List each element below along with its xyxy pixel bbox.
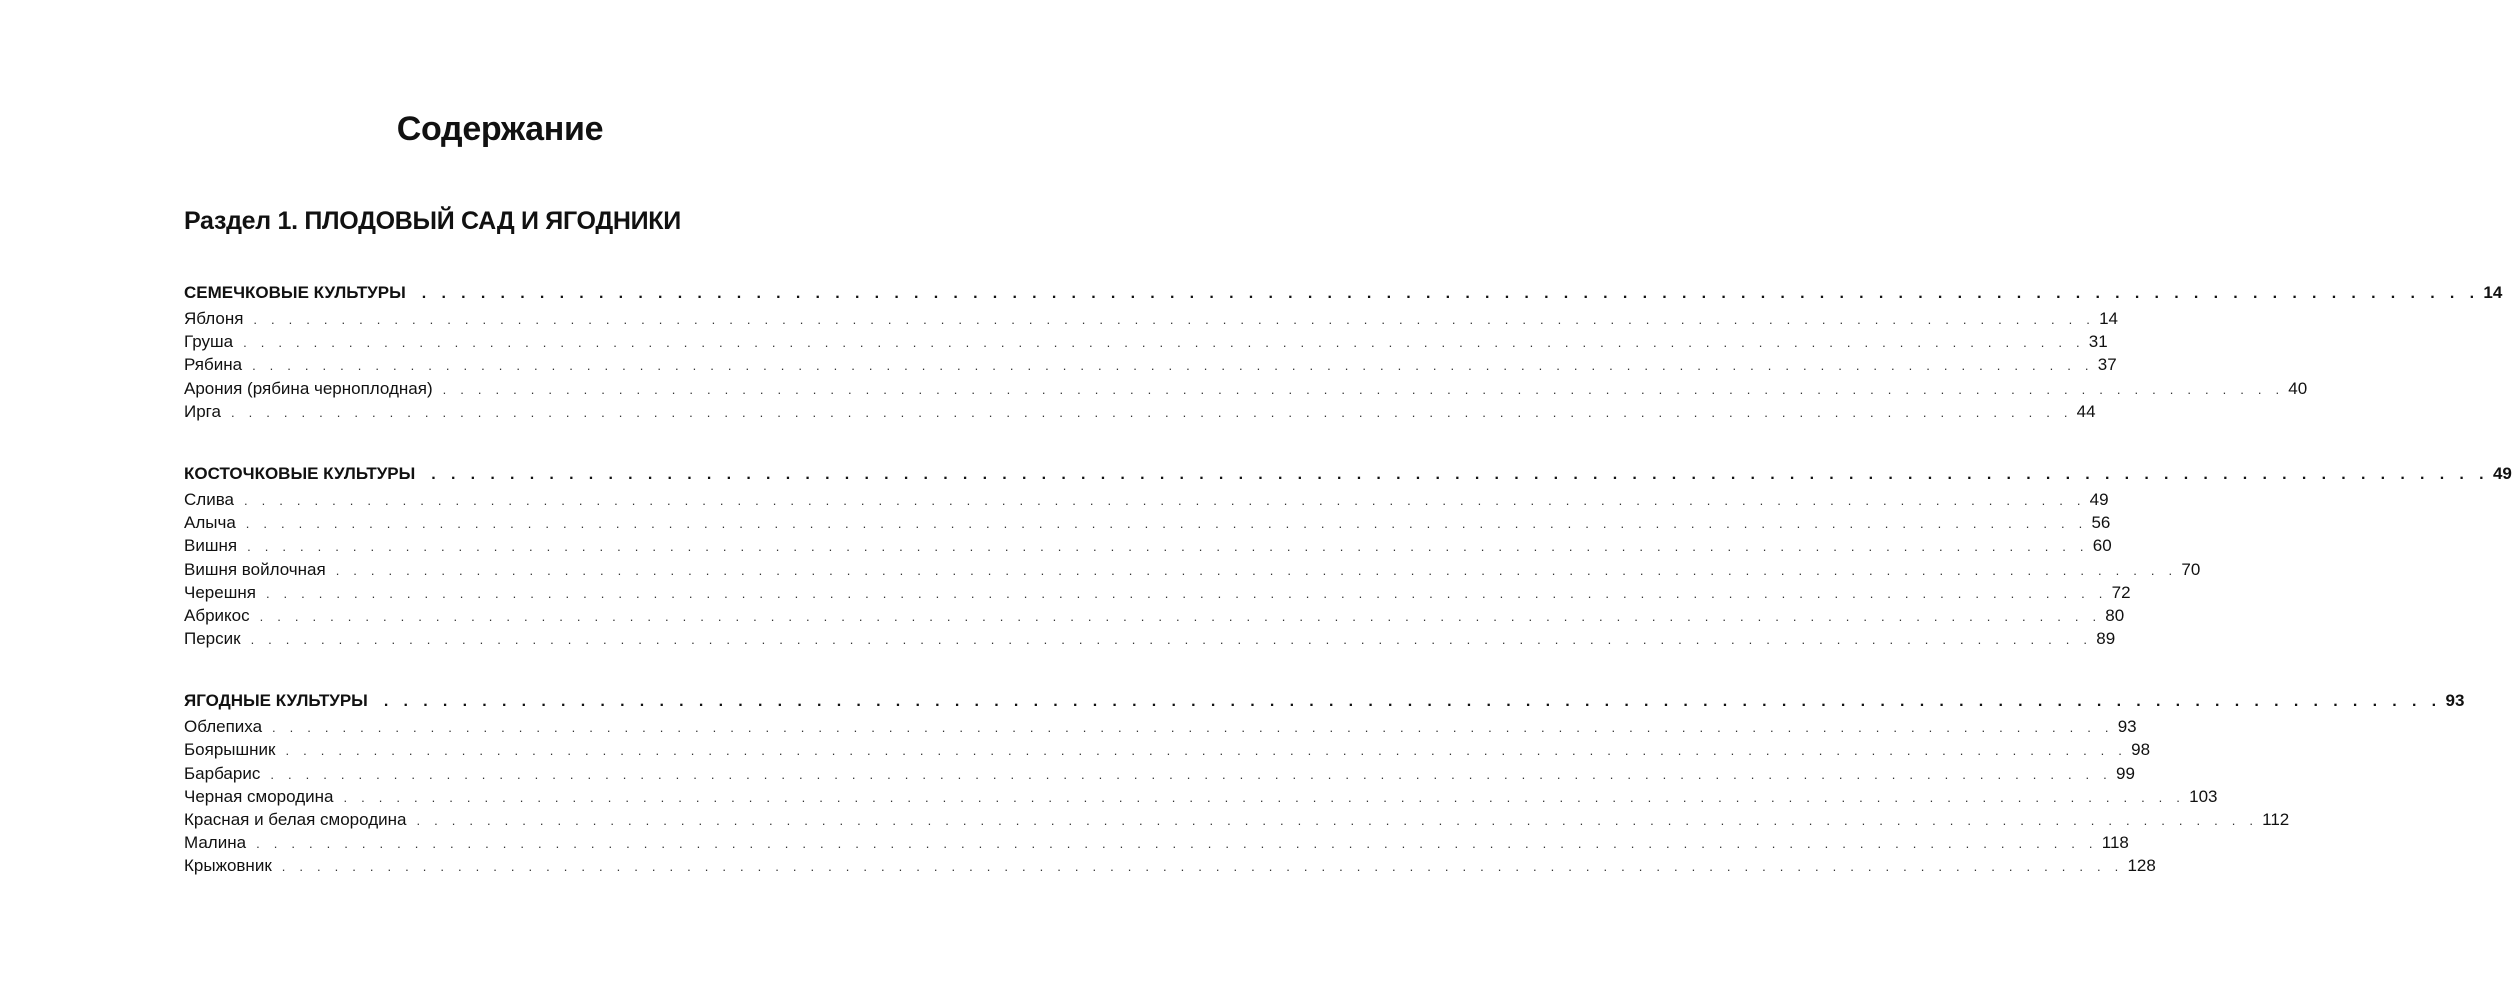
toc-entry-label: Облепиха <box>184 717 263 737</box>
toc-entry <box>184 353 2117 376</box>
dot-leader: . . . . . . . . . . . . . . . . . . . . . . . . . . . . . . . . . . . . . . . . . . . . . . . . . . . . . . . . . . . . . . . . . . . . . . . . . . . . . . . . . . . . . . . . . . . . . . . . . . . . . . . . . <box>247 539 2089 555</box>
toc-entry-page: 40 <box>2288 378 2308 398</box>
toc-entry <box>184 511 2111 534</box>
toc-entry-label: Боярышник <box>184 740 276 760</box>
dot-leader: . . . . . . . . . . . . . . . . . . . . . . . . . . . . . . . . . . . . . . . . . . . . . . . . . . . . . . . . . . . . . . . . . . . . . . . . . . . . . . . . . . . . . . . . . . . . . . . . . . . . . . . . . <box>442 381 2285 397</box>
toc-entry <box>184 738 2151 761</box>
dot-leader: . . . . . . . . . . . . . . . . . . . . . . . . . . . . . . . . . . . . . . . . . . . . . . . . . . . . . . . . . . . . . . . . . . . . . . . . . . . . . . . . . . . . . . . . . . . . . . . . . . . . . . . . . <box>421 285 2480 302</box>
toc-entry-page: 70 <box>2181 559 2201 579</box>
toc-list <box>184 279 2512 915</box>
toc-entry <box>184 400 2096 423</box>
toc-group-page: 93 <box>2445 691 2465 711</box>
toc-entry-page: 118 <box>2101 833 2129 853</box>
toc-entry-page: 98 <box>2131 740 2151 760</box>
toc-group-page: 14 <box>2483 283 2503 302</box>
toc-entry-label: Груша <box>184 332 234 352</box>
toc-entry-page: 56 <box>2091 513 2111 533</box>
toc-group-heading <box>184 687 2465 715</box>
toc-entry <box>184 377 2308 400</box>
toc-entry <box>184 627 2116 650</box>
toc-entry-label: Вишня войлочная <box>184 559 326 579</box>
toc-entry-page: 93 <box>2117 717 2137 737</box>
dot-leader: . . . . . . . . . . . . . . . . . . . . . . . . . . . . . . . . . . . . . . . . . . . . . . . . . . . . . . . . . . . . . . . . . . . . . . . . . . . . . . . . . . . . . . . . . . . . . . . . . . . . . . . . . <box>253 312 2096 327</box>
toc-entry-label: Черная смородина <box>184 786 334 806</box>
toc-group <box>184 460 2512 650</box>
toc-entry-label: Черешня <box>184 582 256 602</box>
toc-group-title: КОСТОЧКОВЫЕ КУЛЬТУРЫ <box>184 463 416 483</box>
toc-group-heading <box>184 279 2503 307</box>
dot-leader: . . . . . . . . . . . . . . . . . . . . . . . . . . . . . . . . . . . . . . . . . . . . . . . . . . . . . . . . . . . . . . . . . . . . . . . . . . . . . . . . . . . . . . . . . . . . . . . . . . . . . . . . . <box>285 743 2128 759</box>
toc-entry-page: 128 <box>2127 856 2156 876</box>
dot-leader: . . . . . . . . . . . . . . . . . . . . . . . . . . . . . . . . . . . . . . . . . . . . . . . . . . . . . . . . . . . . . . . . . . . . . . . . . . . . . . . . . . . . . . . . . . . . . . . . . . . . . . . . . <box>416 813 2259 828</box>
toc-entry-page: 37 <box>2097 355 2117 375</box>
dot-leader: . . . . . . . . . . . . . . . . . . . . . . . . . . . . . . . . . . . . . . . . . . . . . . . . . . . . . . . . . . . . . . . . . . . . . . . . . . . . . . . . . . . . . . . . . . . . . . . . . . . . . . . . . <box>230 404 2073 420</box>
toc-entry <box>184 762 2135 785</box>
dot-leader: . . . . . . . . . . . . . . . . . . . . . . . . . . . . . . . . . . . . . . . . . . . . . . . . . . . . . . . . . . . . . . . . . . . . . . . . . . . . . . . . . . . . . . . . . . . . . . . . . . . . . . . . . <box>243 335 2085 351</box>
toc-entry-label: Вишня <box>184 536 238 556</box>
toc-entry <box>184 831 2129 854</box>
toc-entry-label: Арония (рябина черноплодная) <box>184 378 433 398</box>
dot-leader: . . . . . . . . . . . . . . . . . . . . . . . . . . . . . . . . . . . . . . . . . . . . . . . . . . . . . . . . . . . . . . . . . . . . . . . . . . . . . . . . . . . . . . . . . . . . . . . . . . . . . . . . . <box>383 693 2442 711</box>
dot-leader: . . . . . . . . . . . . . . . . . . . . . . . . . . . . . . . . . . . . . . . . . . . . . . . . . . . . . . . . . . . . . . . . . . . . . . . . . . . . . . . . . . . . . . . . . . . . . . . . . . . . . . . . . <box>281 859 2124 875</box>
toc-group-heading <box>184 460 2512 488</box>
toc-entry-page: 49 <box>2089 489 2109 509</box>
toc-entry-label: Рябина <box>184 355 243 375</box>
toc-entry-label: Слива <box>184 489 234 509</box>
toc-entry-label: Крыжовник <box>184 856 272 876</box>
toc-entry <box>184 534 2112 557</box>
toc-entry-page: 99 <box>2116 763 2135 783</box>
toc-entry-label: Алыча <box>184 513 236 533</box>
dot-leader: . . . . . . . . . . . . . . . . . . . . . . . . . . . . . . . . . . . . . . . . . . . . . . . . . . . . . . . . . . . . . . . . . . . . . . . . . . . . . . . . . . . . . . . . . . . . . . . . . . . . . . . . . <box>244 492 2086 508</box>
toc-entry-page: 112 <box>2262 810 2290 829</box>
toc-entry-label: Абрикос <box>184 605 250 625</box>
toc-entry-page: 60 <box>2092 536 2112 556</box>
dot-leader: . . . . . . . . . . . . . . . . . . . . . . . . . . . . . . . . . . . . . . . . . . . . . . . . . . . . . . . . . . . . . . . . . . . . . . . . . . . . . . . . . . . . . . . . . . . . . . . . . . . . . . . . . <box>335 562 2178 578</box>
toc-entry-page: 31 <box>2088 332 2108 352</box>
dot-leader: . . . . . . . . . . . . . . . . . . . . . . . . . . . . . . . . . . . . . . . . . . . . . . . . . . . . . . . . . . . . . . . . . . . . . . . . . . . . . . . . . . . . . . . . . . . . . . . . . . . . . . . . . <box>272 720 2114 736</box>
toc-entry-label: Ирга <box>184 401 221 421</box>
toc-entry-page: 89 <box>2096 629 2116 649</box>
toc-entry-page: 80 <box>2105 605 2125 625</box>
toc-group-title: СЕМЕЧКОВЫЕ КУЛЬТУРЫ <box>184 283 406 302</box>
dot-leader: . . . . . . . . . . . . . . . . . . . . . . . . . . . . . . . . . . . . . . . . . . . . . . . . . . . . . . . . . . . . . . . . . . . . . . . . . . . . . . . . . . . . . . . . . . . . . . . . . . . . . . . . . <box>252 358 2094 374</box>
toc-group <box>184 279 2503 423</box>
toc-group-title: ЯГОДНЫЕ КУЛЬТУРЫ <box>184 691 368 711</box>
toc-entry-label: Красная и белая смородина <box>184 810 407 829</box>
dot-leader: . . . . . . . . . . . . . . . . . . . . . . . . . . . . . . . . . . . . . . . . . . . . . . . . . . . . . . . . . . . . . . . . . . . . . . . . . . . . . . . . . . . . . . . . . . . . . . . . . . . . . . . . . <box>250 632 2093 648</box>
dot-leader: . . . . . . . . . . . . . . . . . . . . . . . . . . . . . . . . . . . . . . . . . . . . . . . . . . . . . . . . . . . . . . . . . . . . . . . . . . . . . . . . . . . . . . . . . . . . . . . . . . . . . . . . . <box>431 465 2489 483</box>
toc-entry-label: Яблоня <box>184 309 244 328</box>
toc-entry <box>184 330 2108 353</box>
dot-leader: . . . . . . . . . . . . . . . . . . . . . . . . . . . . . . . . . . . . . . . . . . . . . . . . . . . . . . . . . . . . . . . . . . . . . . . . . . . . . . . . . . . . . . . . . . . . . . . . . . . . . . . . . <box>256 836 2098 852</box>
toc-group-page: 49 <box>2492 463 2512 483</box>
page-title: Содержание <box>396 110 604 148</box>
toc-entry <box>184 808 2290 831</box>
toc-entry <box>184 785 2218 808</box>
toc-entry <box>184 307 2119 330</box>
toc-entry-page: 14 <box>2099 309 2119 328</box>
dot-leader: . . . . . . . . . . . . . . . . . . . . . . . . . . . . . . . . . . . . . . . . . . . . . . . . . . . . . . . . . . . . . . . . . . . . . . . . . . . . . . . . . . . . . . . . . . . . . . . . . . . . . . . . . <box>245 516 2088 532</box>
toc-entry-page: 103 <box>2189 786 2218 806</box>
toc-entry <box>184 854 2156 877</box>
toc-entry <box>184 715 2137 738</box>
toc-entry <box>184 604 2125 627</box>
toc-entry <box>184 558 2201 581</box>
dot-leader: . . . . . . . . . . . . . . . . . . . . . . . . . . . . . . . . . . . . . . . . . . . . . . . . . . . . . . . . . . . . . . . . . . . . . . . . . . . . . . . . . . . . . . . . . . . . . . . . . . . . . . . . . <box>270 766 2112 782</box>
toc-entry <box>184 581 2131 604</box>
section-title: Раздел 1. ПЛОДОВЫЙ САД И ЯГОДНИКИ <box>184 207 681 235</box>
dot-leader: . . . . . . . . . . . . . . . . . . . . . . . . . . . . . . . . . . . . . . . . . . . . . . . . . . . . . . . . . . . . . . . . . . . . . . . . . . . . . . . . . . . . . . . . . . . . . . . . . . . . . . . . . <box>343 789 2186 805</box>
toc-entry-label: Персик <box>184 629 241 649</box>
dot-leader: . . . . . . . . . . . . . . . . . . . . . . . . . . . . . . . . . . . . . . . . . . . . . . . . . . . . . . . . . . . . . . . . . . . . . . . . . . . . . . . . . . . . . . . . . . . . . . . . . . . . . . . . . <box>265 585 2108 601</box>
dot-leader: . . . . . . . . . . . . . . . . . . . . . . . . . . . . . . . . . . . . . . . . . . . . . . . . . . . . . . . . . . . . . . . . . . . . . . . . . . . . . . . . . . . . . . . . . . . . . . . . . . . . . . . . . <box>259 608 2102 624</box>
toc-entry-page: 44 <box>2076 401 2096 421</box>
toc-entry-page: 72 <box>2111 582 2131 602</box>
toc-entry-label: Малина <box>184 833 247 853</box>
toc-group <box>184 687 2465 877</box>
toc-entry-label: Барбарис <box>184 763 261 783</box>
toc-entry <box>184 488 2109 511</box>
